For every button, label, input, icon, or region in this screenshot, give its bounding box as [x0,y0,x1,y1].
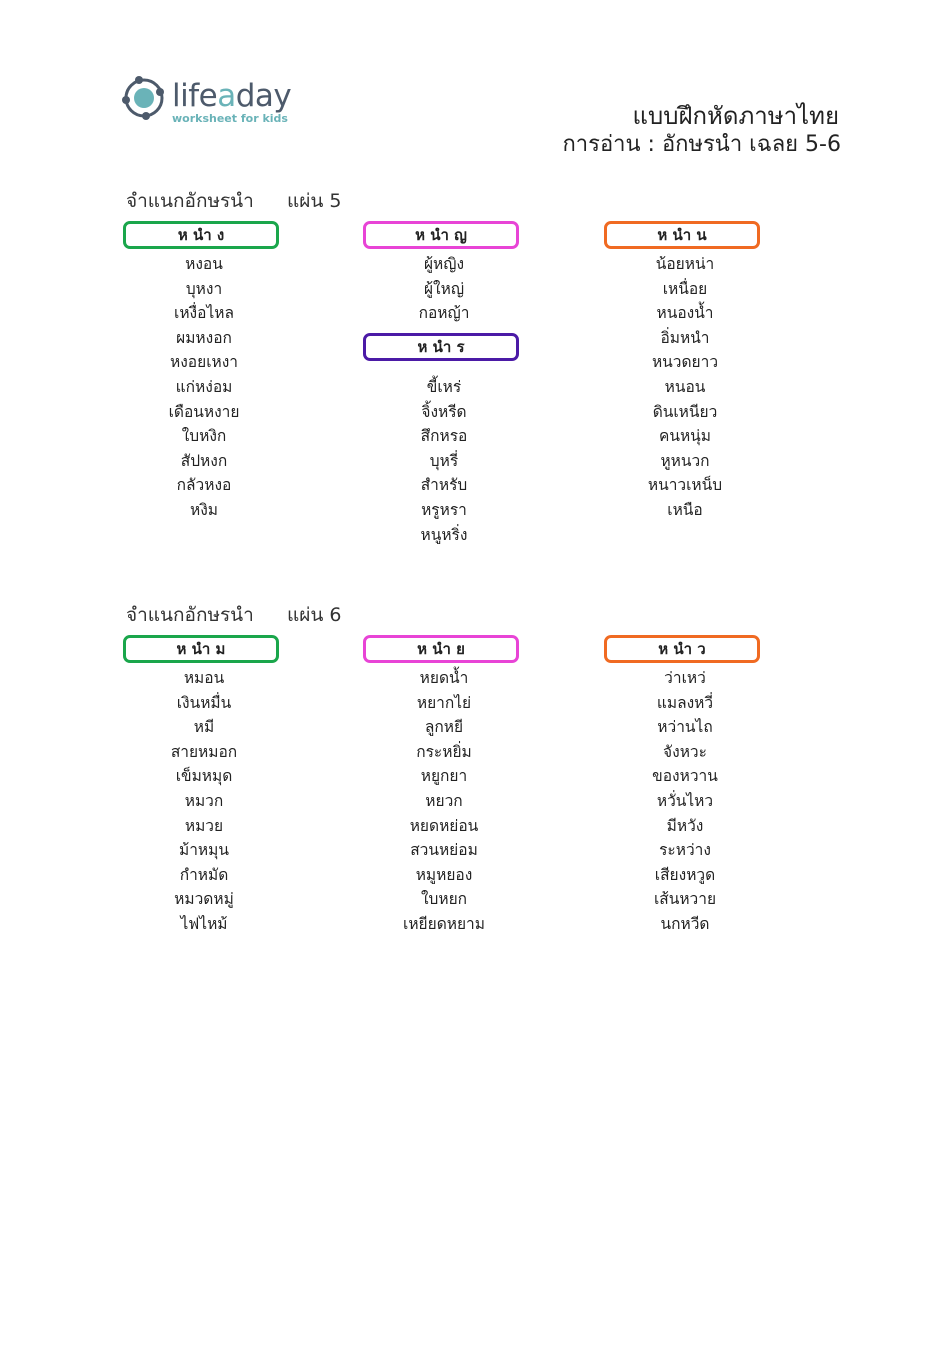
list-item: ขี้เหร่ [426,378,462,396]
list-item: ว่าเหว่ [664,669,706,687]
list-item: สัปหงก [180,451,228,470]
list-item: หมี [193,718,215,737]
list-item: หยดน้ำ [419,669,469,687]
list-item: สำหรับ [420,476,468,495]
list-item: ผู้หญิง [423,255,465,273]
list-item: จังหวะ [663,742,707,761]
list-item: หนาวเหน็บ [647,476,723,495]
list-item: เดือนหงาย [168,402,240,421]
logo-wordmark: lifeaday [172,78,292,114]
list-item: ม้าหมุน [179,841,229,860]
word-list-no [585,252,785,523]
list-item: หมอน [183,669,225,687]
sheet-label: แผ่น 6 [287,604,342,626]
list-item: ผมหงอก [176,328,232,347]
list-item: นกหวีด [660,914,710,933]
word-list-mo [104,666,304,937]
list-item: สึกหรอ [420,427,468,446]
list-item: แมลงหวี่ [656,693,714,712]
word-list-yak [344,666,544,937]
list-item: เส้นหวาย [653,890,717,909]
column-header-wo: ห นำ ว [604,635,760,663]
list-item: สายหมอก [170,742,238,761]
list-item: อิ่มหนำ [660,328,710,347]
list-item: บุหรี่ [429,451,459,470]
list-item: จิ้งหรีด [421,402,467,421]
list-item: บุหงา [185,279,223,298]
sheet-label: แผ่น 5 [287,190,342,212]
list-item: หมวย [184,816,224,835]
list-item: กลัวหงอ [176,476,232,495]
column-header-no: ห นำ น [604,221,760,249]
list-item: ของหวาน [652,767,718,786]
list-item: มีหวัง [666,816,704,835]
list-item: หนอน [664,377,706,396]
list-item: หมวก [184,791,224,810]
list-item: กอหญ้า [418,304,470,323]
list-item: หรูหรา [421,500,467,519]
page-subtitle: การอ่าน : อักษรนำ เฉลย 5-6 [562,132,841,157]
list-item: หยูกยา [420,767,468,786]
list-item: เหนือ [667,500,703,519]
list-item: ดินเหนียว [652,402,718,421]
list-item: คนหนุ่ม [659,427,711,446]
list-item: แก่หง่อม [175,377,233,396]
list-item: หยากไย่ [416,693,472,712]
section-label: จำแนกอักษรนำ [126,604,254,626]
list-item: เหงื่อไหล [174,304,234,323]
column-header-ng: ห นำ ง [123,221,279,249]
list-item: หงอยเหงา [170,353,238,372]
list-item: หยดหย่อน [409,816,479,835]
word-list-wo [585,666,785,937]
list-item: หงิม [189,500,218,519]
list-item: หงอน [185,255,223,273]
list-item: เสียงหวูด [654,865,716,884]
list-item: ใบหงิก [181,427,227,446]
list-item: น้อยหน่า [655,255,715,273]
page-title: แบบฝึกหัดภาษาไทย [632,102,839,130]
list-item: หนูหริ่ง [420,525,468,544]
list-item: หวั่นไหว [656,791,714,810]
list-item: หยวก [425,791,463,810]
list-item: กระหยิ่ม [416,742,472,761]
list-item: ระหว่าง [659,841,711,860]
logo-tagline: worksheet for kids [172,112,288,125]
list-item: หนวดยาว [651,353,719,372]
list-item: หมูหยอง [415,865,473,884]
word-list-ng [104,252,304,523]
word-list-yo [344,252,544,326]
list-item: กำหมัด [179,865,229,884]
column-header-ro: ห นำ ร [363,333,519,361]
word-list-ro [344,375,544,547]
list-item: เหยียดหยาม [403,914,485,933]
list-item: เข็มหมุด [175,767,233,786]
list-item: หูหนวก [660,451,710,470]
list-item: ใบหยก [420,890,468,909]
list-item: สวนหย่อม [410,841,478,860]
column-header-yak: ห นำ ย [363,635,519,663]
column-header-mo: ห นำ ม [123,635,279,663]
list-item: ผู้ใหญ่ [423,279,465,298]
section-label: จำแนกอักษรนำ [126,190,254,212]
list-item: ลูกหยี [424,718,464,737]
list-item: เงินหมื่น [176,693,232,712]
list-item: หว่านไถ [657,718,713,737]
list-item: หนองน้ำ [656,304,714,323]
list-item: หมวดหมู่ [174,890,234,909]
list-item: เหนื่อย [662,279,708,298]
list-item: ไฟไหม้ [180,914,228,933]
column-header-yo: ห นำ ญ [363,221,519,249]
